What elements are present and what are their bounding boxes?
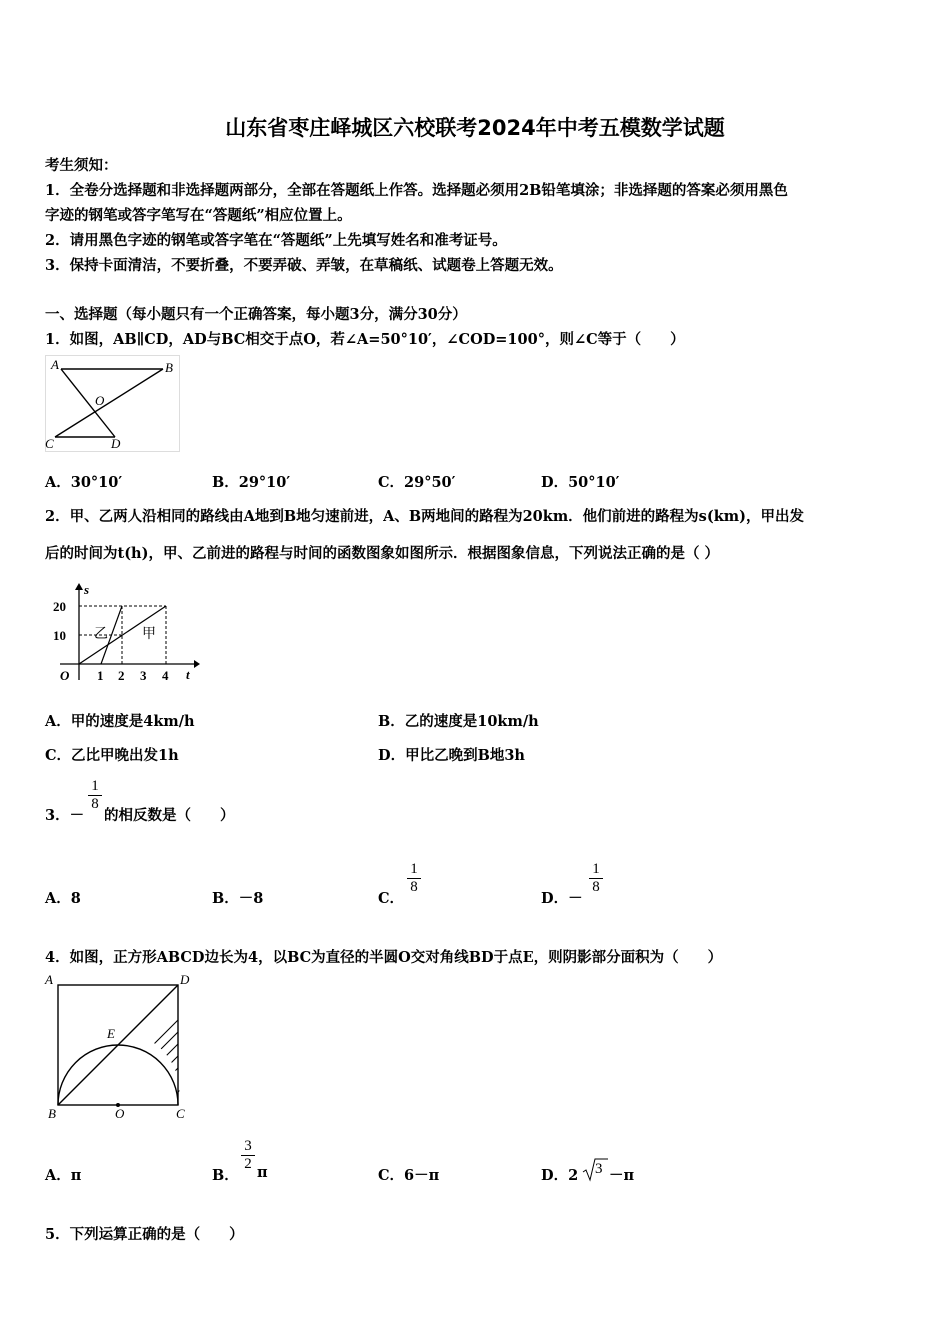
q2-series-yi-label: 乙 xyxy=(94,626,108,642)
q2-y-tick-20: 20 xyxy=(53,599,66,614)
q1-option-d: D．50°10′ xyxy=(541,474,620,491)
q3-option-c-num: 1 xyxy=(410,861,418,877)
q3-option-d-label: D．－ xyxy=(541,890,583,907)
q2-option-c: C．乙比甲晚出发1h xyxy=(45,747,179,764)
q2-stem-2: 后的时间为t(h)，甲、乙前进的路程与时间的函数图象如图所示．根据图象信息，下列说法正确的是（ ） xyxy=(45,545,720,562)
q2-s-label: s xyxy=(84,582,90,597)
q4-option-b-label: B． xyxy=(212,1167,239,1184)
q4-label-e: E xyxy=(107,1026,115,1041)
q3-prefix: 3．－ xyxy=(45,807,85,824)
q4-stem: 4．如图，正方形ABCD边长为4，以BC为直径的半圆O交对角线BD于点E，则阴影部分面积为（ ） xyxy=(45,949,723,966)
q1-option-c: C．29°50′ xyxy=(378,474,456,491)
q2-stem-1: 2．甲、乙两人沿相同的路线由A地到B地匀速前进，A、B两地间的路程为20km．他们前进的路程为s(km)，甲出发 xyxy=(45,508,804,525)
q3-frac-den: 8 xyxy=(91,796,99,812)
q1-label-b: B xyxy=(165,360,173,375)
q4-option-d-tail: －π xyxy=(609,1167,635,1184)
q3-option-d-num: 1 xyxy=(592,861,600,877)
q2-option-a: A．甲的速度是4km/h xyxy=(45,713,195,730)
page-title: 山东省枣庄峄城区六校联考2024年中考五模数学试题 xyxy=(225,116,725,140)
q2-option-b: B．乙的速度是10km/h xyxy=(378,713,539,730)
q2-x-tick-4: 4 xyxy=(162,668,169,683)
q2-option-d: D．甲比乙晚到B地3h xyxy=(378,747,525,764)
q3-option-c-label: C． xyxy=(378,890,405,907)
q4-label-b: B xyxy=(48,1106,56,1121)
q3-option-c-fraction xyxy=(407,861,421,896)
q3-fraction xyxy=(88,778,102,813)
q1-option-b: B．29°10′ xyxy=(212,474,291,491)
q3-suffix: 的相反数是（ ） xyxy=(104,807,235,824)
q1-stem: 1．如图，AB∥CD，AD与BC相交于点O，若∠A=50°10′，∠COD=100°，则∠C等于（ ） xyxy=(45,331,685,348)
q2-origin-label: O xyxy=(60,668,70,683)
q3-frac-num: 1 xyxy=(91,778,99,794)
q4-option-b-num: 3 xyxy=(244,1138,252,1154)
q3-option-d-fraction xyxy=(589,861,603,896)
q4-option-d-radicand: 3 xyxy=(595,1161,603,1177)
q4-option-b-den: 2 xyxy=(244,1156,252,1172)
notice-heading: 考生须知： xyxy=(45,157,118,174)
q3-option-b: B．－8 xyxy=(212,890,264,907)
q4-figure xyxy=(45,972,205,1122)
q2-t-label: t xyxy=(186,667,190,682)
q1-option-a: A．30°10′ xyxy=(45,474,123,491)
q4-option-a: A．π xyxy=(45,1167,82,1184)
q4-option-b-tail: π xyxy=(257,1164,268,1181)
q4-option-c: C．6－π xyxy=(378,1167,440,1184)
q5-stem: 5．下列运算正确的是（ ） xyxy=(45,1226,244,1243)
q4-label-o: O xyxy=(115,1106,125,1121)
q2-y-tick-10: 10 xyxy=(53,628,66,643)
q2-graph xyxy=(50,582,200,687)
q1-label-c: C xyxy=(45,436,54,451)
q4-label-c: C xyxy=(176,1106,185,1121)
q1-figure xyxy=(45,355,181,453)
q3-option-c-den: 8 xyxy=(410,879,418,895)
q2-x-tick-3: 3 xyxy=(140,668,147,683)
q4-option-d-label: D．2 xyxy=(541,1167,579,1184)
notice-line-2: 2．请用黑色字迹的钢笔或答字笔在“答题纸”上先填写姓名和准考证号。 xyxy=(45,232,507,249)
section-heading: 一、选择题（每小题只有一个正确答案，每小题3分，满分30分） xyxy=(45,306,467,323)
q2-x-tick-1: 1 xyxy=(97,668,104,683)
q3-option-d-den: 8 xyxy=(592,879,600,895)
q1-label-o: O xyxy=(95,393,105,408)
q3-option-a: A．8 xyxy=(45,890,81,907)
q4-label-d: D xyxy=(180,972,190,987)
q2-series-jia-label: 甲 xyxy=(142,626,156,642)
notice-line-1a: 1．全卷分选择题和非选择题两部分，全部在答题纸上作答。选择题必须用2B铅笔填涂；非选择题的答案必须用黑色 xyxy=(45,182,788,199)
notice-line-3: 3．保持卡面清洁，不要折叠，不要弄破、弄皱，在草稿纸、试题卷上答题无效。 xyxy=(45,257,563,274)
q4-label-a: A xyxy=(45,972,53,987)
q1-label-d: D xyxy=(111,436,121,451)
q1-label-a: A xyxy=(51,357,59,372)
q4-option-b-fraction xyxy=(241,1138,255,1173)
q2-x-tick-2: 2 xyxy=(118,668,125,683)
notice-line-1b: 字迹的钢笔或答字笔写在“答题纸”相应位置上。 xyxy=(45,207,352,224)
